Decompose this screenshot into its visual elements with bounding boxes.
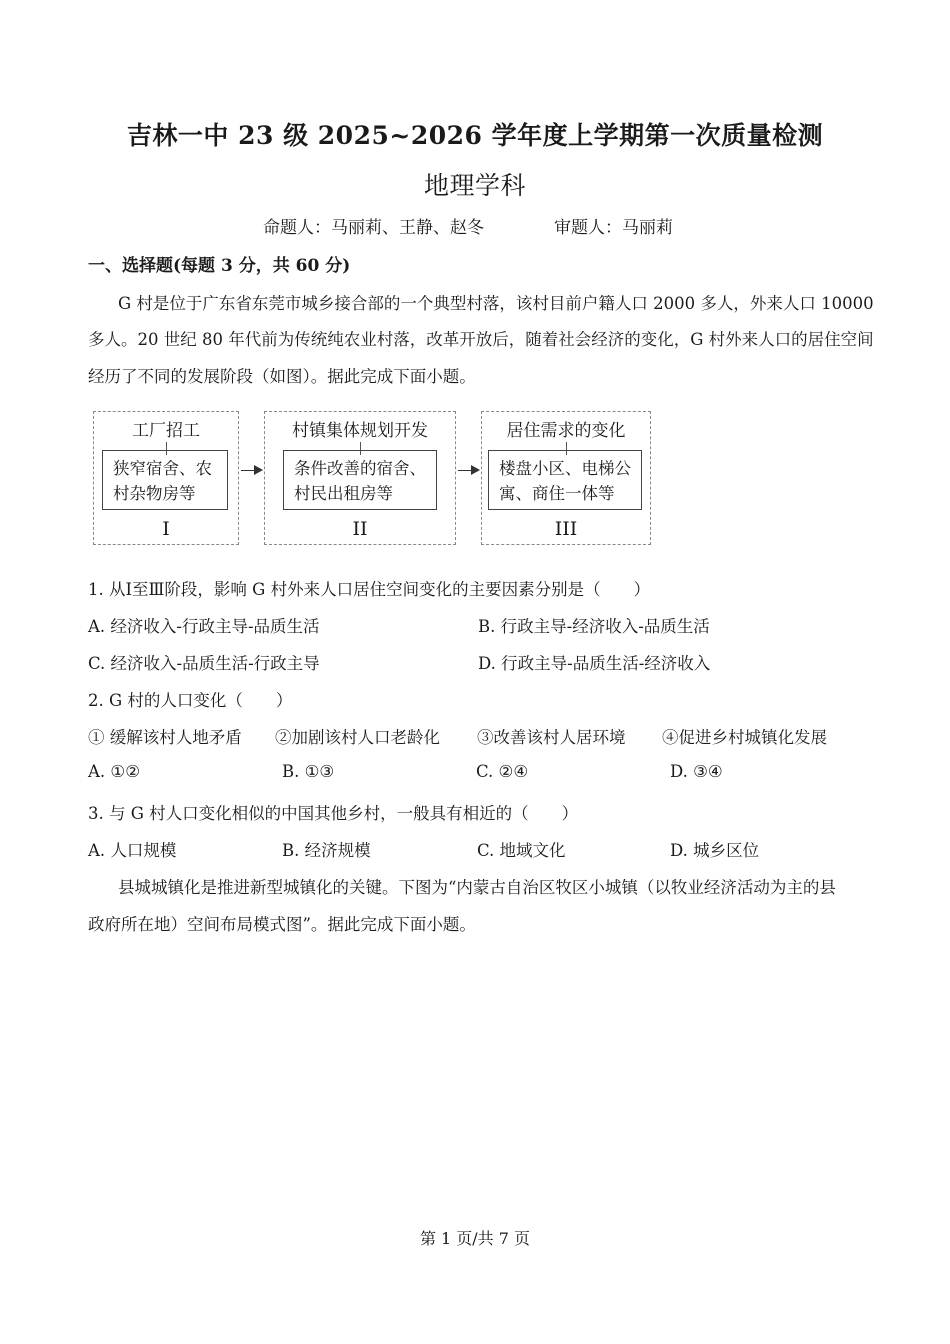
authors: 命题人：马丽莉、王静、赵冬 <box>263 218 484 238</box>
passage1-line-2: 多人。20 世纪 80 年代前为传统纯农业村落，改革开放后，随着社会经济的变化，G 村外来人口的居住空间 <box>88 330 874 349</box>
q1-option-c[interactable]: C. 经济收入-品质生活-行政主导 <box>88 654 320 673</box>
subject-title: 地理学科 <box>423 171 526 200</box>
stage-3-body: 楼盘小区、电梯公寓、商住一体等 <box>488 450 642 510</box>
q3-option-a[interactable]: A. 人口规模 <box>88 841 177 860</box>
passage2-line-2: 政府所在地）空间布局模式图”。据此完成下面小题。 <box>88 915 476 934</box>
arrow-right-icon <box>458 470 478 471</box>
q2-option-d[interactable]: D. ③④ <box>670 762 723 781</box>
q1-option-b[interactable]: B. 行政主导-经济收入-品质生活 <box>478 617 710 636</box>
passage1-line-1: G 村是位于广东省东莞市城乡接合部的一个典型村落，该村目前户籍人口 2000 多人，外来人口 10000 <box>118 294 874 313</box>
q2-statement-2: ②加剧该村人口老龄化 <box>275 728 440 747</box>
q3-option-d[interactable]: D. 城乡区位 <box>670 841 760 860</box>
q2-statement-4: ④促进乡村城镇化发展 <box>662 728 827 747</box>
stage-2-body: 条件改善的宿舍、村民出租房等 <box>283 450 437 510</box>
stage-1-numeral: I <box>162 518 170 540</box>
reviewer: 审题人：马丽莉 <box>554 218 673 238</box>
passage1-line-3: 经历了不同的发展阶段（如图）。据此完成下面小题。 <box>88 367 476 386</box>
q1-stem: 1. 从Ⅰ至Ⅲ阶段，影响 G 村外来人口居住空间变化的主要因素分别是（ ） <box>88 580 651 599</box>
stage-2-numeral: II <box>352 518 368 540</box>
q2-option-a[interactable]: A. ①② <box>88 762 140 781</box>
q1-option-a[interactable]: A. 经济收入-行政主导-品质生活 <box>88 617 320 636</box>
q3-stem: 3. 与 G 村人口变化相似的中国其他乡村，一般具有相近的（ ） <box>88 804 579 823</box>
q3-option-b[interactable]: B. 经济规模 <box>282 841 371 860</box>
q2-stem: 2. G 村的人口变化（ ） <box>88 691 293 710</box>
arrow-right-icon <box>241 470 261 471</box>
passage2-line-1: 县城城镇化是推进新型城镇化的关键。下图为“内蒙古自治区牧区小城镇（以牧业经济活动为主的县 <box>118 878 836 897</box>
q2-statement-1: ① 缓解该村人地矛盾 <box>88 728 242 747</box>
q1-option-d[interactable]: D. 行政主导-品质生活-经济收入 <box>478 654 711 673</box>
stage-1-body: 狭窄宿舍、农村杂物房等 <box>102 450 228 510</box>
stage-1-head: 工厂招工 <box>132 421 200 441</box>
section-heading: 一、选择题(每题 3 分，共 60 分) <box>88 256 351 276</box>
stage-3 <box>481 411 651 545</box>
stage-2 <box>264 411 456 545</box>
q2-option-c[interactable]: C. ②④ <box>476 762 529 781</box>
stage-3-head: 居住需求的变化 <box>506 421 626 441</box>
stage-2-head: 村镇集体规划开发 <box>292 421 428 441</box>
stage-3-numeral: III <box>554 518 578 540</box>
q3-option-c[interactable]: C. 地域文化 <box>477 841 566 860</box>
q2-statement-3: ③改善该村人居环境 <box>477 728 626 747</box>
q2-option-b[interactable]: B. ①③ <box>282 762 335 781</box>
stage-1 <box>93 411 239 545</box>
exam-title: 吉林一中 23 级 2025~2026 学年度上学期第一次质量检测 <box>126 121 824 150</box>
page-number: 第 1 页/共 7 页 <box>419 1229 531 1248</box>
